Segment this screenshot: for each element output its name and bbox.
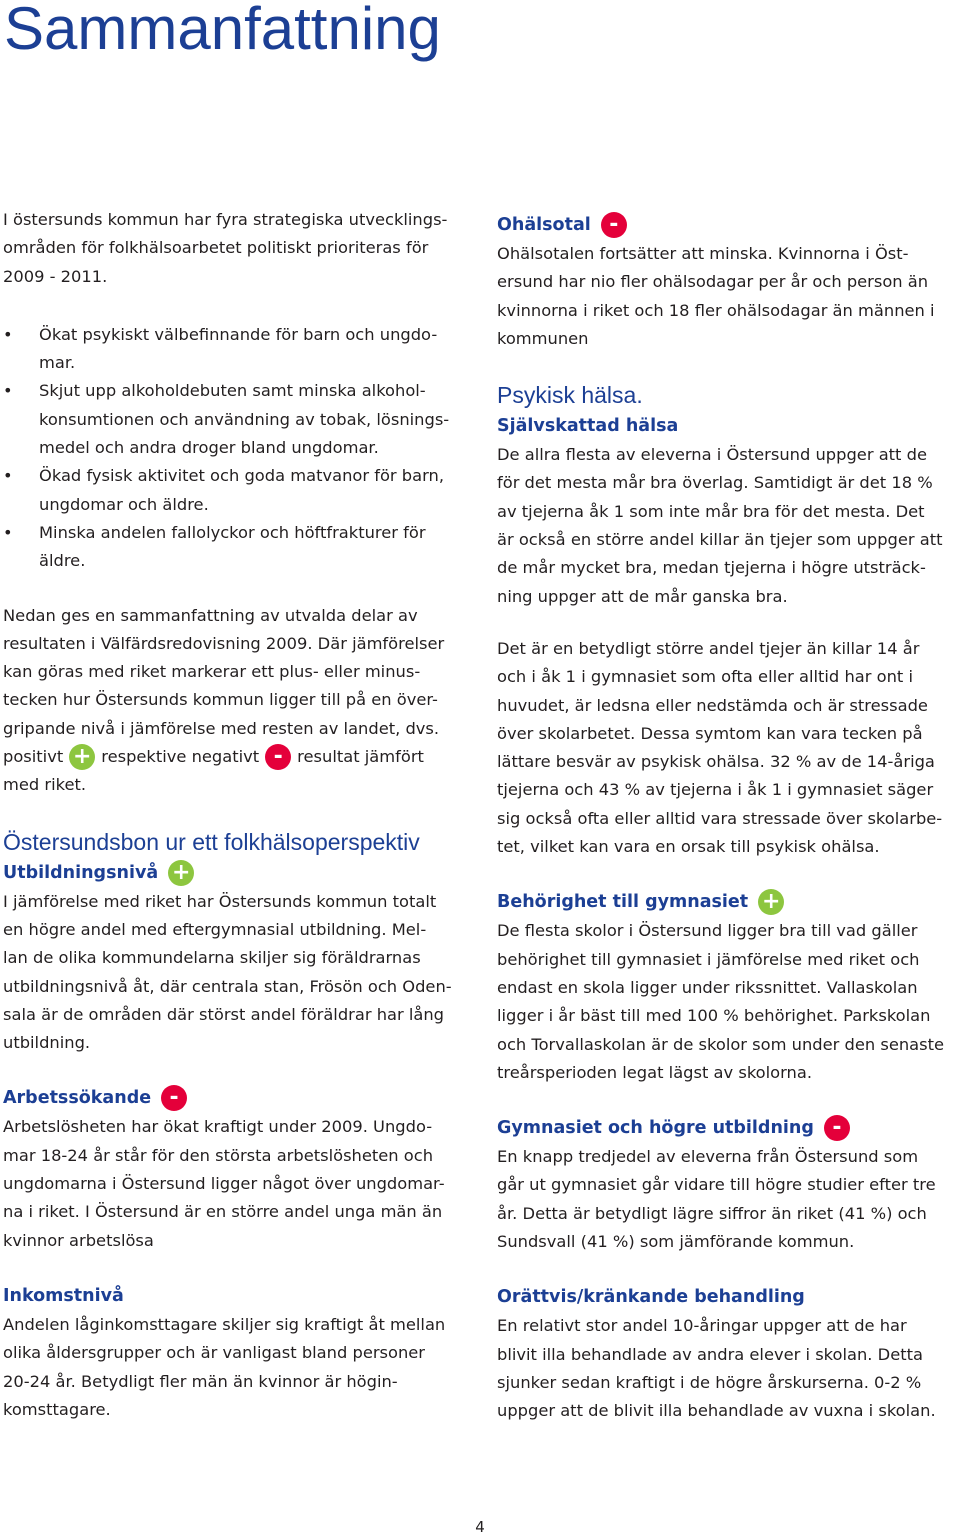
right-column — [497, 210, 960, 1452]
orattvis-section — [497, 1282, 960, 1425]
section-title: Östersundsbon ur ett folkhälsoperspektiv — [3, 828, 420, 855]
sjalvskattad-heading — [497, 411, 960, 441]
plus-icon: + — [168, 860, 194, 886]
page-number: 4 — [475, 1518, 485, 1536]
orattvis-text: En relativt stor andel 10-åringar uppger att de har blivit illa behandlade av andra elever i skolan. Detta sjunker sedan kraftigt i de högre årskurserna. 0-2 % uppger att de blivit illa behandlade av vuxna i skolan. — [497, 1316, 936, 1421]
behorighet-text: De flesta skolor i Östersund ligger bra till vad gäller behörighet till gymnasiet i jämförelse med riket och endast en skola ligger under rikssnittet. Vallaskolan ligger i år bäst till med 100 % behörighet. Parkskolan och Torvallaskolan är de skolor som under den senaste treårsperioden legat lägst av skolorna. — [497, 921, 945, 1082]
inkomst-heading-label: Inkomstnivå — [3, 1285, 124, 1306]
orattvis-heading-label: Orättvis/kränkande behandling — [497, 1287, 805, 1308]
gymnasiet-text: En knapp tredjedel av eleverna från Östersund som går ut gymnasiet går vidare till högre studier efter tre år. Detta är betydligt lägre siffror än riket (41 %) och Sundsvall (41 %) som jämförande kommun. — [497, 1147, 936, 1252]
utbildning-section — [3, 858, 467, 1058]
intro-text: I östersunds kommun har fyra strategiska utvecklings- områden för folkhälsoarbetet politiskt prioriteras för 2009 - 2011. — [3, 210, 448, 286]
sjalvskattad-text: De allra flesta av eleverna i Östersund uppger att de för det mesta mår bra överlag. Samtidigt är det 18 % av tjejerna åk 1 som inte mår bra för det mesta. Det är också en större andel killar än tjejer som uppger att de mår mycket bra, medan tjejerna i högre utsträck- ning uppger att de mår ganska bra. — [497, 445, 943, 606]
plus-icon: + — [758, 889, 784, 915]
orattvis-heading — [497, 1282, 960, 1312]
gymnasiet-heading — [497, 1113, 960, 1143]
gymnasiet-section — [497, 1113, 960, 1256]
utbildning-text: I jämförelse med riket har Östersunds kommun totalt en högre andel med eftergymnasial utbildning. Mel- lan de olika kommundelarna skiljer sig föräldrarnas utbildningsnivå åt, där centrala stan, Frösön och Oden- sala är de områden där störst andel föräldrar har lång utbildning. — [3, 891, 452, 1053]
summary-paragraph — [3, 602, 467, 800]
arbete-section — [3, 1083, 467, 1254]
gymnasiet-heading-label: Gymnasiet och högre utbildning — [497, 1118, 814, 1139]
ohalsotal-heading-label: Ohälsotal — [497, 215, 591, 235]
minus-icon: - — [601, 212, 627, 238]
arbete-text: Arbetslösheten har ökat kraftigt under 2009. Ungdo- mar 18-24 år står för den största arbetslösheten och ungdomarna i Östersund ligger något över ungdomar- na i riket. I Östersund är en större andel unga män än kvinnor arbetslösa — [3, 1117, 445, 1250]
inkomst-section — [3, 1281, 467, 1424]
list-item: • Skjut upp alkoholdebuten samt minska alkohol- konsumtionen och användning av tobak, lösnings- medel och andra droger bland ungdomar. — [3, 377, 467, 462]
left-column — [3, 206, 467, 1450]
arbete-heading — [3, 1083, 467, 1113]
summary-text-part1: Nedan ges en sammanfattning av utvalda delar av resultaten i Välfärdsredovisning 2009. Där jämförelser kan göras med riket markerar ett plus- eller minus- tecken hur Östersunds kommun ligger till på en över- gripande nivå i jämförelse med resten av landet, dvs. positivt — [3, 605, 445, 767]
psykisk-halsa-title: Psykisk hälsa. — [497, 382, 643, 409]
minus-icon: - — [265, 744, 291, 770]
plus-icon: + — [69, 744, 95, 770]
list-item: • Minska andelen fallolyckor och höftfrakturer för äldre. — [3, 519, 467, 576]
arbete-heading-label: Arbetssökande — [3, 1088, 152, 1109]
sjalvskattad-section — [497, 411, 960, 861]
utbildning-heading-label: Utbildningsnivå — [3, 862, 159, 883]
ohalsotal-heading — [497, 210, 960, 240]
minus-icon: - — [161, 1085, 187, 1111]
utbildning-heading — [3, 858, 467, 888]
inkomst-text: Andelen låginkomsttagare skiljer sig kraftigt åt mellan olika åldersgrupper och är vanligast bland personer 20-24 år. Betydligt fler män än kvinnor är högin- komsttagare. — [3, 1314, 446, 1419]
behorighet-heading — [497, 887, 960, 917]
behorighet-section — [497, 887, 960, 1087]
sjalvskattad-heading-label: Självskattad hälsa — [497, 416, 679, 437]
summary-text-part2: respektive negativt — [101, 747, 260, 767]
summary-text-part3: resultat jämfört med riket. — [3, 747, 424, 795]
list-item: • Ökad fysisk aktivitet och goda matvanor för barn, ungdomar och äldre. — [3, 462, 467, 519]
priority-list — [3, 321, 467, 576]
inkomst-heading — [3, 1281, 467, 1311]
list-item: • Ökat psykiskt välbefinnande för barn och ungdo- mar. — [3, 321, 467, 378]
behorighet-heading-label: Behörighet till gymnasiet — [497, 892, 749, 913]
minus-icon: - — [824, 1115, 850, 1141]
sjalvskattad-text-2: Det är en betydligt större andel tjejer än killar 14 år och i åk 1 i gymnasiet som ofta eller alltid har ont i huvudet, är ledsna eller nedstämda och är stressade över skolarbetet. Dessa symtom kan vara tecken på lättare besvär av psykisk ohälsa. 32 % av de 14-åriga tjejerna och 43 % av tjejerna i åk 1 i gymnasiet säger sig också ofta eller alltid vara stressade över skolarbe- tet, vilket kan vara en orsak till psykisk ohälsa. — [497, 638, 943, 857]
ohalsotal-text: Ohälsotalen fortsätter att minska. Kvinnorna i Öst- ersund har nio fler ohälsodagar per år och person än kvinnorna i riket och 18 fler ohälsodagar än männen i kommunen — [497, 244, 935, 348]
page-title: Sammanfattning — [4, 0, 441, 62]
ohalsotal-section — [497, 210, 960, 353]
